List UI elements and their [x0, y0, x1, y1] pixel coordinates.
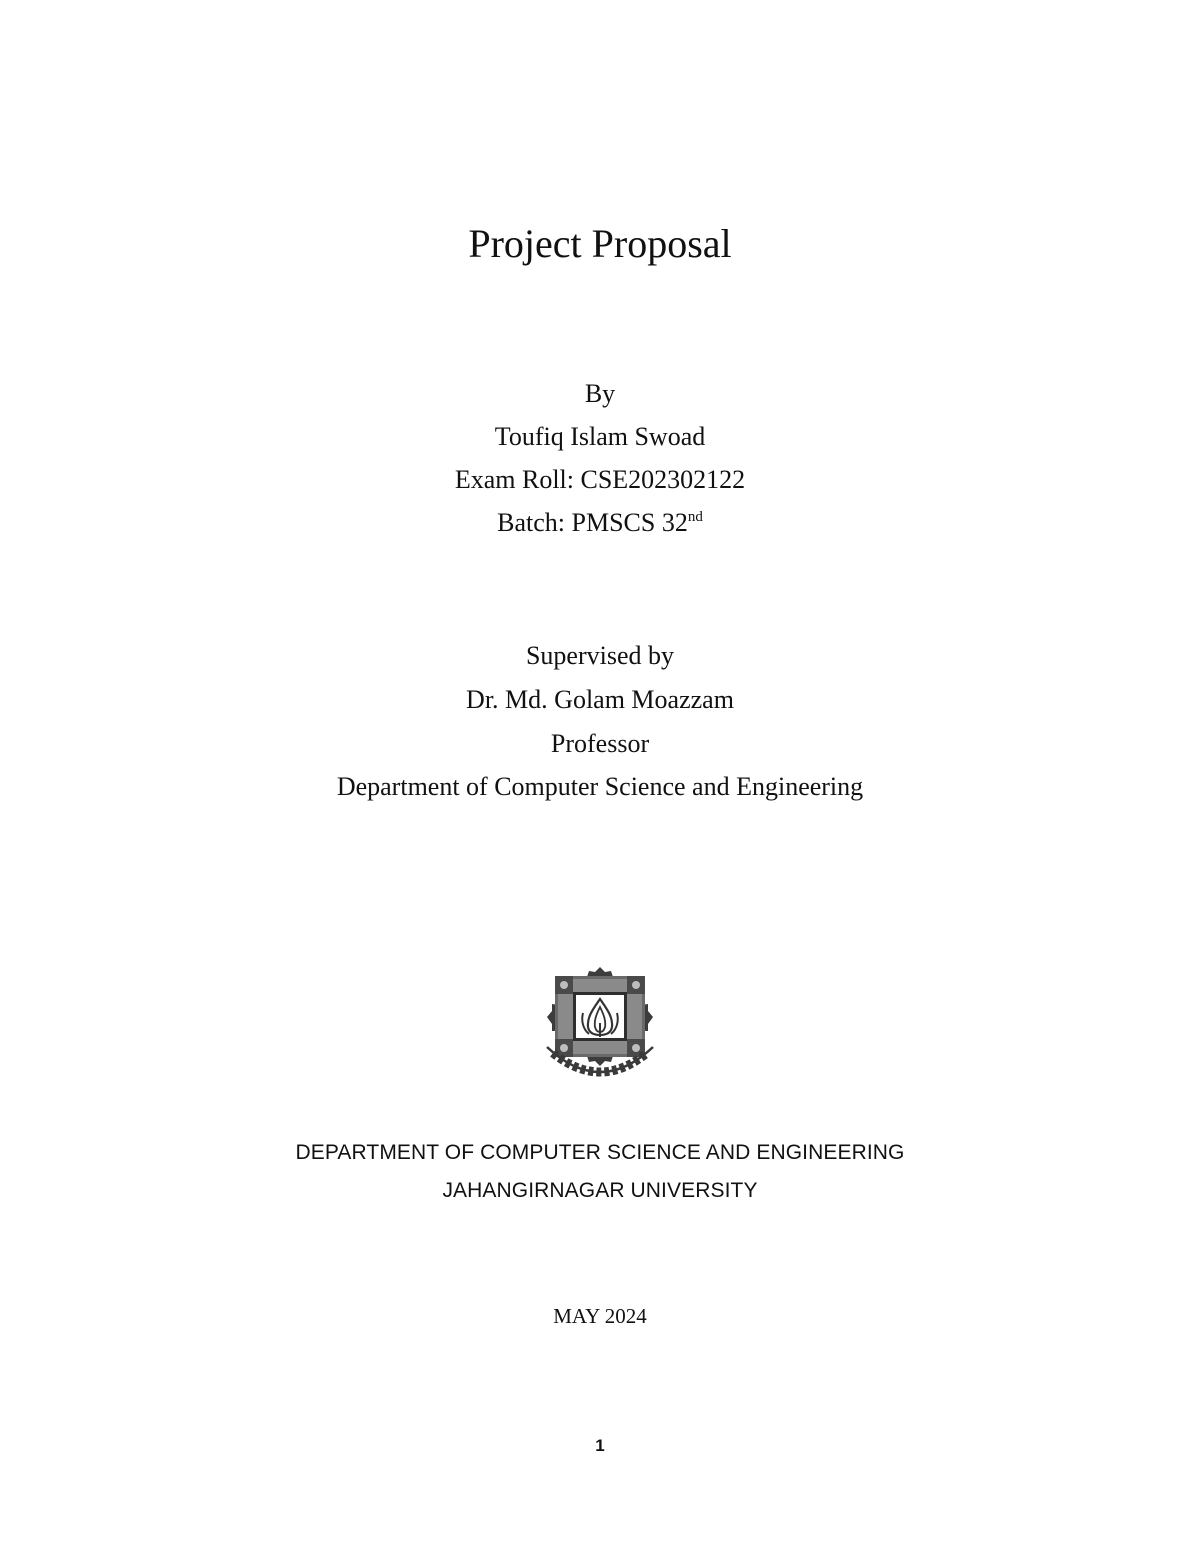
supervisor-title: Professor	[550, 729, 650, 758]
department-heading: DEPARTMENT OF COMPUTER SCIENCE AND ENGINEERING	[295, 1141, 905, 1164]
batch-text: Batch: PMSCS 32	[497, 508, 688, 537]
supervisor-name: Dr. Md. Golam Moazzam	[466, 685, 734, 714]
by-label: By	[584, 379, 616, 408]
jahangirnagar-university-seal-icon	[541, 965, 659, 1095]
supervised-by-label: Supervised by	[525, 641, 675, 670]
author-name: Toufiq Islam Swoad	[494, 422, 706, 451]
supervisor-department: Department of Computer Science and Engineering	[336, 772, 864, 801]
batch-suffix: nd	[687, 509, 703, 525]
batch-line	[0, 510, 1200, 536]
document-title: Project Proposal	[468, 221, 732, 266]
university-heading: JAHANGIRNAGAR UNIVERSITY	[442, 1179, 758, 1202]
document-date: MAY 2024	[553, 1304, 647, 1328]
page-number: 1	[595, 1436, 605, 1455]
exam-roll: Exam Roll: CSE202302122	[454, 465, 746, 494]
